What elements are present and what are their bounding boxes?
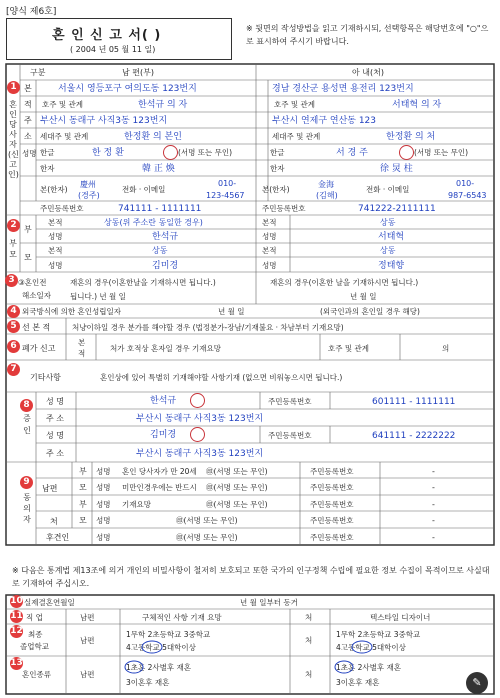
- s7-label: 기타사항: [30, 373, 61, 382]
- w-phone2: 987-6543: [448, 191, 487, 200]
- h-sede: 한정환 의 본인: [124, 132, 182, 142]
- s9-husband: 남편: [42, 484, 58, 493]
- s2-m-bon-lbl: 본적: [48, 246, 63, 255]
- s2-bu: 부: [24, 225, 32, 234]
- s11-husband: 남편: [80, 613, 95, 622]
- marker-9: 9: [20, 476, 33, 489]
- w-address: 부산시 연제구 연산동 123: [272, 116, 377, 126]
- s1-wife-hanja: 한자: [270, 164, 285, 173]
- s11-wife: 처: [305, 613, 313, 622]
- h-rrn: 741111 - 1111111: [118, 204, 202, 214]
- w-bon-hanja: 金海: [318, 180, 334, 189]
- s11-label: 직 업: [26, 613, 43, 622]
- s2-father-name: 한석규: [152, 232, 179, 242]
- h-bonjeok: 서울시 영등포구 여의도동 123번지: [58, 84, 197, 94]
- s1-hangul: 한글: [40, 148, 55, 157]
- s9-dash2: -: [432, 483, 435, 492]
- s2-wm-name: 정태향: [378, 261, 405, 271]
- s1-jeok-hdr: 호주 및 관계: [42, 100, 83, 109]
- s6-bon: 본: [78, 338, 86, 347]
- seal-witness-2: [190, 427, 205, 442]
- s4-label: 외국방식에 의한 혼인성립일자: [22, 307, 121, 316]
- s1-bon-hanja: 본(한자): [40, 185, 68, 194]
- s5-text: 처냥이하일 경우 분가를 해야할 경우 (법정분가-장남/기재불요 · 차남부터 기재요망): [72, 323, 344, 332]
- s7-text: 혼인상에 있어 특별히 기재해야할 사항기재 (없으면 비워놓으시면 됩니다.): [100, 373, 343, 382]
- s8-name2-lbl: 성 명: [46, 431, 64, 440]
- h-name-hangul: 한 정 환: [92, 148, 124, 158]
- s12-h-edu2: 4고등학교 5대학이상: [126, 643, 196, 652]
- s9-rrn5: 주민등록번호: [310, 533, 354, 542]
- s8-addr2-lbl: 주 소: [46, 449, 64, 458]
- s13-w-m2: 3이혼후 재혼: [336, 678, 380, 687]
- s13-w-m1: 1초혼 2사별후 재혼: [336, 663, 402, 672]
- h-phone1: 010-: [218, 179, 237, 188]
- s8-w1-addr: 부산시 동래구 사직3동 123번지: [136, 414, 264, 424]
- side-label-s9: 동의자: [23, 493, 31, 524]
- s4-date: 년 월 일: [218, 307, 245, 316]
- h-name-hanja: 韓 正 煥: [142, 164, 175, 174]
- s13-h-m1: 1초혼 2사별후 재혼: [126, 663, 192, 672]
- s2-wf-name: 서태혁: [378, 232, 405, 242]
- s9-mo2: 모: [79, 516, 87, 525]
- s12-w-edu2: 4고등학교 5대학이상: [336, 643, 406, 652]
- edit-icon[interactable]: ✎: [466, 672, 488, 694]
- s1-rrn: 주민등록번호: [40, 204, 84, 213]
- s6-hoju: 호주 및 관계: [328, 344, 369, 353]
- s2-m-name-lbl: 성명: [48, 261, 63, 270]
- s13-h-m2: 3이혼후 재혼: [126, 678, 170, 687]
- s9-seal2: ㊞(서명 또는 무인): [206, 483, 268, 492]
- form-title: 혼 인 신 고 서( ): [52, 28, 162, 43]
- s3-w-date: 년 월 일: [350, 292, 377, 301]
- side-label-s1: 혼인당사자(신고인): [8, 100, 19, 179]
- s1-name-hdr: 성명: [22, 149, 37, 158]
- s1-wife-rrn: 주민등록번호: [262, 204, 306, 213]
- s6-ui: 의: [442, 344, 450, 353]
- s9-dash4: -: [432, 516, 435, 525]
- h-bon-hanja: 慶州: [80, 180, 96, 189]
- s1-col-div: 구분: [30, 68, 46, 77]
- s9-name2: 성명: [96, 483, 111, 492]
- s9-dash1: -: [432, 467, 435, 476]
- s1-wife-hangul: 한글: [270, 148, 285, 157]
- s6-jeok: 적: [78, 349, 86, 358]
- marker-10: 10: [10, 596, 23, 606]
- w-name-hanja: 徐 炅 柱: [380, 164, 413, 174]
- s9-seal4: ㊞(서명 또는 무인): [176, 516, 238, 525]
- s9-seal1: ㊞(서명 또는 무인): [206, 467, 268, 476]
- s9-name3: 성명: [96, 500, 111, 509]
- s1-contact: 전화 · 이메일: [122, 185, 166, 194]
- s2-wf-bon: 상동: [380, 218, 396, 227]
- w-sede: 한정환 의 처: [386, 132, 436, 142]
- marker-13: 13: [10, 658, 23, 668]
- side-label-s8: 증인: [23, 414, 31, 435]
- form-type-label: [양식 제6호]: [6, 7, 57, 17]
- s3-h-text: 재혼의 경우(이혼한날을 기재하시면 됩니다.): [70, 278, 216, 287]
- s8-w2-name: 김미경: [150, 430, 177, 440]
- w-name-hangul: 서 경 주: [336, 148, 368, 158]
- h-phone2: 123-4567: [206, 191, 245, 200]
- s5-label: 선 본 적: [22, 323, 51, 332]
- seal-witness-1: [190, 393, 205, 408]
- s9-mo1: 모: [79, 483, 87, 492]
- s3-label1: ③혼인전: [18, 278, 47, 287]
- h-bon-hangul: (경주): [78, 191, 100, 200]
- s12-wife: 처: [305, 636, 313, 645]
- s10-date: 년 월 일부터 동거: [240, 598, 298, 607]
- side-label-s2: 부모: [9, 239, 17, 259]
- s9-name4: 성명: [96, 516, 111, 525]
- s6-label: 폐가 신고: [22, 344, 56, 353]
- s3-w-text: 재혼의 경우(이혼한 날을 기재하시면 됩니다.): [270, 278, 419, 287]
- s9-seal3: ㊞(서명 또는 무인): [206, 500, 268, 509]
- h-hoju: 한석규 의 자: [138, 100, 188, 110]
- marker-3: 3: [5, 274, 18, 287]
- s1-bon: 본: [24, 84, 32, 93]
- s12-husband: 남편: [80, 636, 95, 645]
- s12-label1: 최종: [28, 630, 43, 639]
- s1-ju: 주: [24, 116, 32, 125]
- marker-6: 6: [7, 340, 20, 353]
- s1-wife-ju-hdr: 세대주 및 관계: [272, 132, 321, 141]
- s1-so: 소: [24, 132, 32, 141]
- s9-bu1: 부: [79, 467, 87, 476]
- s9-rrn1: 주민등록번호: [310, 467, 354, 476]
- s2-f-name-lbl: 성명: [48, 232, 63, 241]
- s9-row1: 혼인 당사자가 만 20세: [122, 467, 197, 476]
- s8-rrn1-lbl: 주민등록번호: [268, 397, 312, 406]
- s2-father-bon: 상동(위 주소란 동일한 경우): [104, 218, 203, 227]
- form-notice: ※ 뒷면의 작성방법을 읽고 기재하시되, 선택항목은 해당번호에 "○"으로 표시하여 주시기 바랍니다.: [246, 24, 489, 46]
- seal-husband: [163, 145, 178, 160]
- marker-2: 2: [7, 219, 20, 232]
- s2-wm-bon-lbl: 본적: [262, 246, 277, 255]
- s9-name5: 성명: [96, 533, 111, 542]
- s8-w2-rrn: 641111 - 2222222: [372, 431, 456, 441]
- s1-wife-bon-hanja: 본(한자): [262, 185, 290, 194]
- s1-husband-hdr: 남 편(부): [122, 68, 154, 77]
- stats-notice: ※ 다음은 통계법 제13조에 의거 개인의 비밀사항이 철저히 보호되고 또한 국가의 인구정책 수립에 필요한 정보 수집이 목적이므로 사실대로 기재하여 주십시오.: [12, 566, 490, 588]
- s8-name1-lbl: 성 명: [46, 397, 64, 406]
- s4-note: (외국인과의 혼인일 경우 해당): [320, 307, 420, 316]
- s1-wife-seal-note: (서명 또는 무인): [414, 148, 469, 157]
- s9-name1: 성명: [96, 467, 111, 476]
- s12-h-edu1: 1무학 2초등학교 3중학교: [126, 630, 211, 639]
- s9-guardian: 후견인: [46, 533, 70, 542]
- marker-12: 12: [10, 626, 23, 636]
- s1-jeok: 적: [24, 100, 32, 109]
- h-address: 부산시 동래구 사직3동 123번지: [40, 116, 168, 126]
- s9-dash3: -: [432, 500, 435, 509]
- s8-w2-addr: 부산시 동래구 사직3동 123번지: [136, 449, 264, 459]
- s13-husband: 남편: [80, 670, 95, 679]
- s13-label: 혼인종류: [22, 670, 51, 679]
- s2-mother-bon: 상동: [152, 246, 168, 255]
- marker-5: 5: [7, 320, 20, 333]
- s8-w1-name: 한석규: [150, 396, 177, 406]
- s9-row3: 기재요망: [122, 500, 151, 509]
- s1-wife-contact: 전화 · 이메일: [366, 185, 410, 194]
- s2-f-bon-lbl: 본적: [48, 218, 63, 227]
- s1-hanja: 한자: [40, 164, 55, 173]
- s11-h-text: 구체적인 사항 기재 요망: [142, 613, 222, 622]
- w-rrn: 741222-2111111: [358, 204, 436, 214]
- w-bon-hangul: (김해): [316, 191, 338, 200]
- marker-7: 7: [7, 363, 20, 376]
- s1-wife-hdr: 아 내(처): [352, 68, 384, 77]
- s9-bu2: 부: [79, 500, 87, 509]
- form-date: ( 2004 년 05 월 11 일): [70, 45, 156, 54]
- s2-wm-name-lbl: 성명: [262, 261, 277, 270]
- s9-dash5: -: [432, 533, 435, 542]
- s9-rrn4: 주민등록번호: [310, 516, 354, 525]
- s10-label: 실제결혼연월일: [24, 598, 75, 607]
- marker-1: 1: [7, 81, 20, 94]
- s3-label2: 해소일자: [22, 291, 51, 300]
- s3-h-date: 됩니다.) 년 월 일: [70, 292, 126, 301]
- s13-wife: 처: [305, 670, 313, 679]
- s1-seal-note: (서명 또는 무인): [178, 148, 233, 157]
- s8-w1-rrn: 601111 - 1111111: [372, 397, 456, 407]
- s2-mother-name: 김미경: [152, 261, 179, 271]
- s9-row2: 미만인경우에는 반드시: [122, 483, 197, 492]
- s9-seal5: ㊞(서명 또는 무인): [176, 533, 238, 542]
- marker-8: 8: [20, 399, 33, 412]
- w-hoju: 서태혁 의 자: [392, 100, 442, 110]
- marker-4: 4: [7, 305, 20, 318]
- w-phone1: 010-: [456, 179, 475, 188]
- s12-label2: 졸업학교: [20, 642, 49, 651]
- s8-rrn2-lbl: 주민등록번호: [268, 431, 312, 440]
- s9-wife: 처: [50, 517, 58, 526]
- s2-wf-name-lbl: 성명: [262, 232, 277, 241]
- s9-rrn2: 주민등록번호: [310, 483, 354, 492]
- seal-wife: [399, 145, 414, 160]
- s2-wf-bon-lbl: 본적: [262, 218, 277, 227]
- s6-text: 처가 호적상 혼자일 경우 기재요망: [110, 344, 221, 353]
- marker-11: 11: [10, 611, 23, 621]
- s1-wife-jeok-hdr: 호주 및 관계: [274, 100, 315, 109]
- s12-w-edu1: 1무학 2초등학교 3중학교: [336, 630, 421, 639]
- s11-w-text: 텍스타일 디자이너: [370, 613, 431, 622]
- w-bonjeok: 경남 경산군 용성면 용전리 123번지: [272, 84, 414, 94]
- s2-wm-bon: 상동: [380, 246, 396, 255]
- s9-rrn3: 주민등록번호: [310, 500, 354, 509]
- s2-mo: 모: [24, 253, 32, 262]
- s1-ju-hdr: 세대주 및 관계: [40, 132, 89, 141]
- s8-addr1-lbl: 주 소: [46, 414, 64, 423]
